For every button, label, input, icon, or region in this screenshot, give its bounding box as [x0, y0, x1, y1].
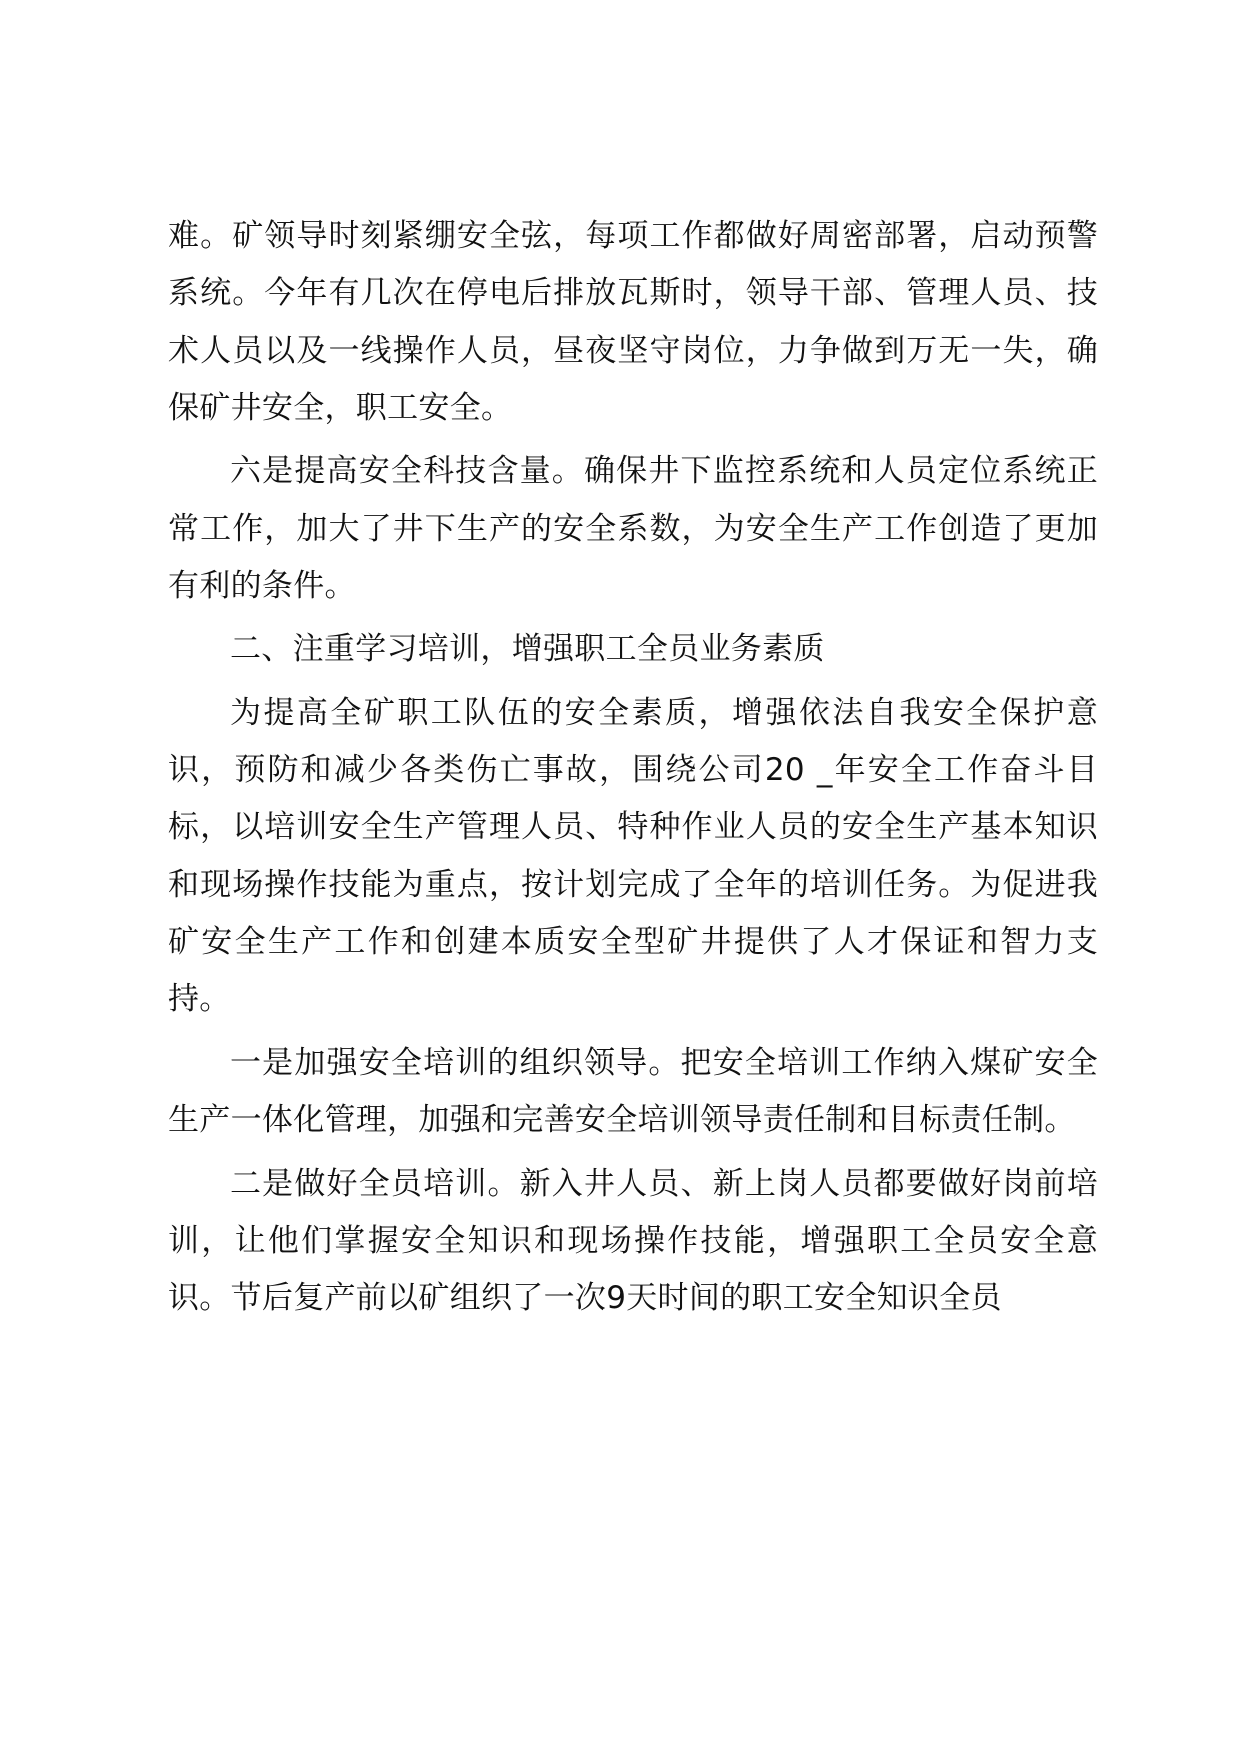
paragraph-two-all-staff: 二是做好全员培训。新入井人员、新上岗人员都要做好岗前培训，让他们掌握安全知识和现场操作技能，增强职工全员安全意识。节后复产前以矿组织了一次9天时间的职工安全知识全员 — [168, 1165, 1098, 1317]
paragraph-training-overview: 为提高全矿职工队伍的安全素质，增强依法自我安全保护意识，预防和减少各类伤亡事故，围绕公司20 _年安全工作奋斗目标，以培训安全生产管理人员、特种作业人员的安全生产基本知识和现场操作技能为重点，按计划完成了全年的培训任务。为促进我矿安全生产工作和创建本质安全型矿井提供了人才保证和智力支持。 — [168, 694, 1098, 1018]
document-body — [168, 208, 1098, 1334]
paragraph-continuation: 难。矿领导时刻紧绷安全弦，每项工作都做好周密部署，启动预警系统。今年有几次在停电后排放瓦斯时，领导干部、管理人员、技术人员以及一线操作人员，昼夜坚守岗位，力争做到万无一失，确保矿井安全，职工安全。 — [168, 218, 1098, 427]
paragraph-one-leadership: 一是加强安全培训的组织领导。把安全培训工作纳入煤矿安全生产一体化管理，加强和完善安全培训领导责任制和目标责任制。 — [168, 1044, 1098, 1139]
paragraph-six-tech: 六是提高安全科技含量。确保井下监控系统和人员定位系统正常工作，加大了井下生产的安全系数，为安全生产工作创造了更加有利的条件。 — [168, 453, 1098, 605]
section-heading-training: 二、注重学习培训，增强职工全员业务素质 — [230, 631, 825, 668]
